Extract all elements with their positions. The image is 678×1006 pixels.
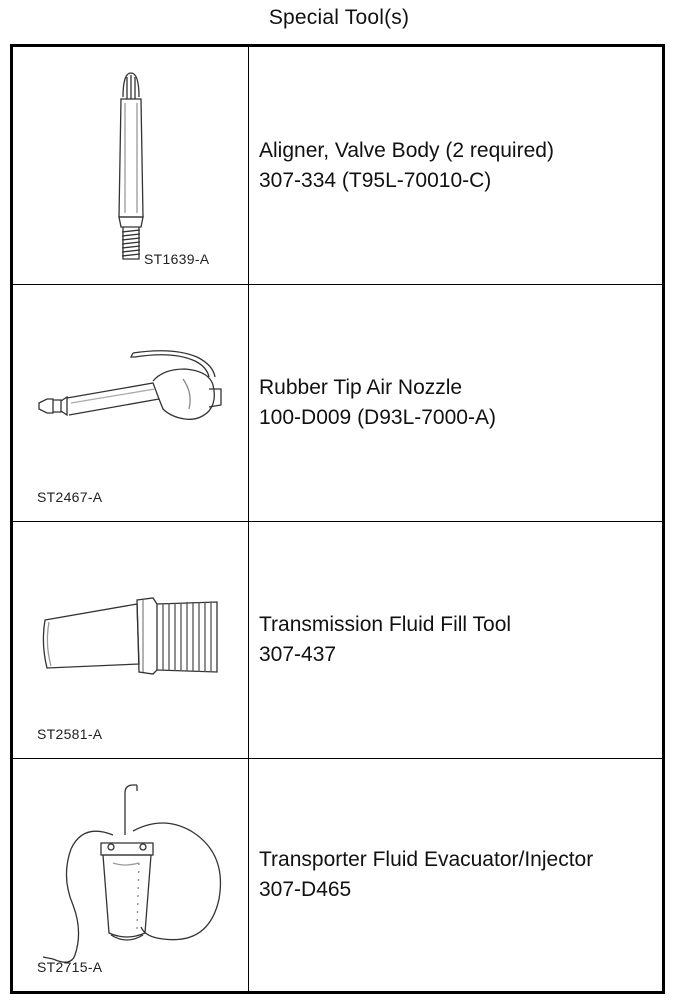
tool-row	[13, 285, 662, 522]
tool-name: Aligner, Valve Body (2 required)	[259, 138, 554, 162]
fluid-fill-tool-icon	[13, 522, 248, 759]
tool-name: Rubber Tip Air Nozzle	[259, 376, 463, 399]
tool-code: ST2581-A	[37, 726, 103, 742]
tool-name: Transporter Fluid Evacuator/Injector	[259, 848, 594, 871]
tool-code: ST2467-A	[37, 489, 103, 505]
tool-code: ST1639-A	[144, 251, 210, 267]
tool-part-number: 100-D009 (D93L-7000-A)	[259, 406, 496, 429]
tool-part-number: 307-437	[259, 643, 337, 666]
tool-part-number: 307-D465	[259, 878, 352, 901]
fluid-evacuator-icon	[13, 759, 248, 991]
tool-description	[259, 610, 511, 670]
tool-description-cell	[249, 47, 662, 284]
tool-row	[13, 47, 662, 285]
tool-illustration-cell	[13, 522, 249, 758]
tool-description	[259, 136, 554, 196]
page-title: Special Tool(s)	[268, 6, 410, 29]
tool-description-cell	[249, 759, 662, 991]
valve-body-aligner-icon	[13, 47, 248, 285]
tool-code: ST2715-A	[37, 959, 103, 975]
tool-part-number: 307-334 (T95L-70010-C)	[259, 168, 492, 192]
tool-row	[13, 522, 662, 759]
tool-illustration-cell	[13, 759, 249, 991]
tool-name: Transmission Fluid Fill Tool	[259, 613, 512, 636]
tool-description	[259, 845, 593, 905]
tool-illustration-cell	[13, 285, 249, 521]
tool-illustration-cell	[13, 47, 249, 284]
tool-row	[13, 759, 662, 991]
tool-description-cell	[249, 285, 662, 521]
air-nozzle-icon	[13, 285, 248, 522]
special-tools-table	[10, 44, 665, 994]
tool-description-cell	[249, 522, 662, 758]
tool-description	[259, 373, 496, 433]
